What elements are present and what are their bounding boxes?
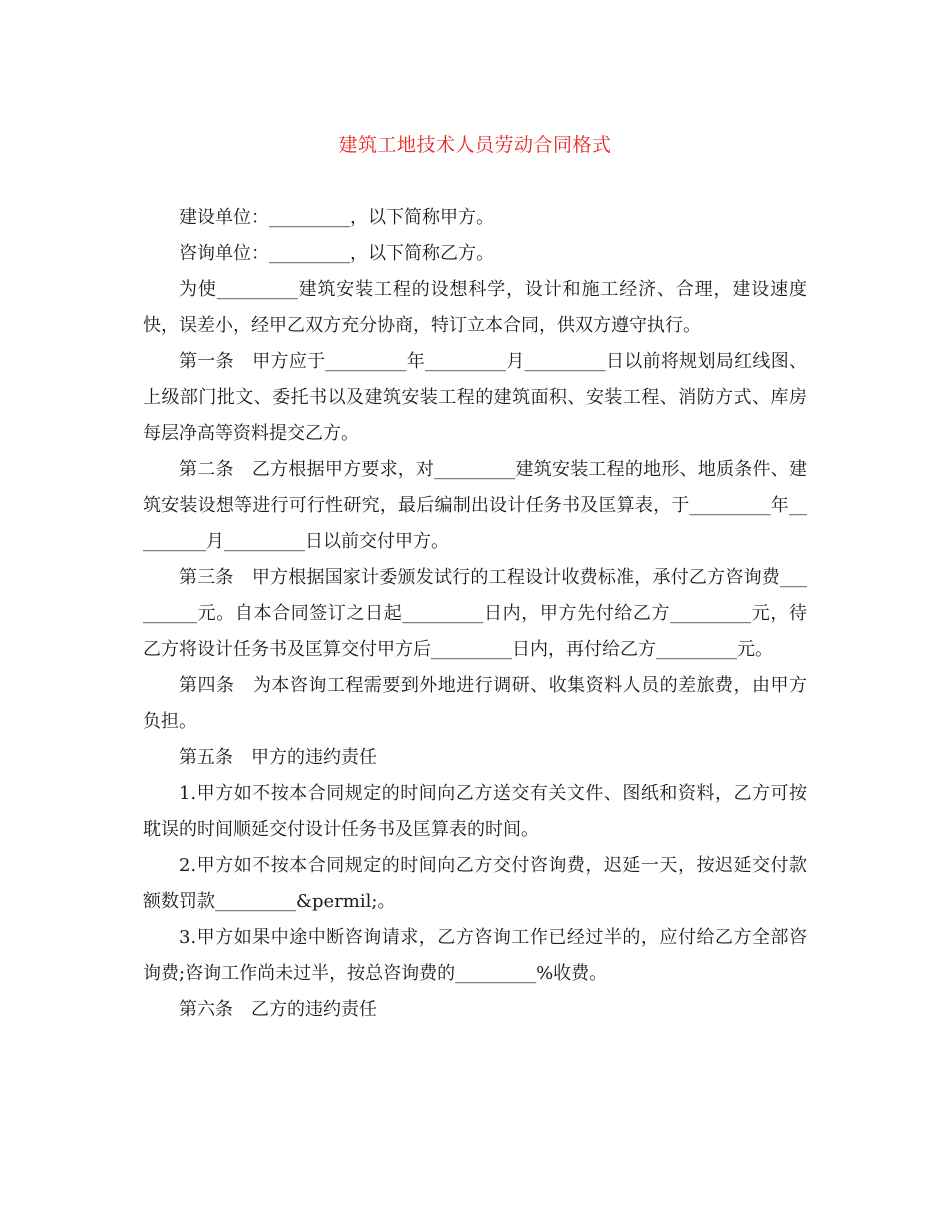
paragraph-consultant-party: 咨询单位：_________，以下简称乙方。 xyxy=(179,243,494,264)
paragraph-article-5-item-1: 1.甲方如不按本合同规定的时间向乙方送交有关文件、图纸和资料，乙方可按耽误的时间顺延交付设计任务书及匡算表的时间。 xyxy=(143,783,807,840)
paragraph-client-party: 建设单位：_________，以下简称甲方。 xyxy=(179,207,494,228)
paragraph-article-5-item-2: 2.甲方如不按本合同规定的时间向乙方交付咨询费，迟延一天，按迟延交付款额数罚款_________&permil;。 xyxy=(143,855,807,912)
paragraph-article-3: 第三条 甲方根据国家计委颁发试行的工程设计收费标准，承付乙方咨询费_________元。自本合同签订之日起_________日内，甲方先付给乙方_________元，待乙方将设计任务书及匡算交付甲方后_________日内，再付给乙方_________元。 xyxy=(143,567,807,660)
document-body xyxy=(143,200,807,1028)
paragraph-article-5-item-3: 3.甲方如果中途中断咨询请求，乙方咨询工作已经过半的，应付给乙方全部咨询费;咨询工作尚未过半，按总咨询费的_________%收费。 xyxy=(143,927,807,984)
paragraph-article-2: 第二条 乙方根据甲方要求，对_________建筑安装工程的地形、地质条件、建筑安装设想等进行可行性研究，最后编制出设计任务书及匡算表，于_________年_________月_________日以前交付甲方。 xyxy=(143,459,807,552)
document-title: 建筑工地技术人员劳动合同格式 xyxy=(338,134,612,156)
paragraph-article-1: 第一条 甲方应于_________年_________月_________日以前将规划局红线图、上级部门批文、委托书以及建筑安装工程的建筑面积、安装工程、消防方式、库房每层净高等资料提交乙方。 xyxy=(143,351,807,444)
paragraph-preamble: 为使_________建筑安装工程的设想科学，设计和施工经济、合理，建设速度快，误差小，经甲乙双方充分协商，特订立本合同，供双方遵守执行。 xyxy=(143,279,807,336)
paragraph-article-4: 第四条 为本咨询工程需要到外地进行调研、收集资料人员的差旅费，由甲方负担。 xyxy=(143,675,807,732)
paragraph-article-5-heading: 第五条 甲方的违约责任 xyxy=(179,747,377,768)
paragraph-article-6-heading: 第六条 乙方的违约责任 xyxy=(179,999,377,1020)
